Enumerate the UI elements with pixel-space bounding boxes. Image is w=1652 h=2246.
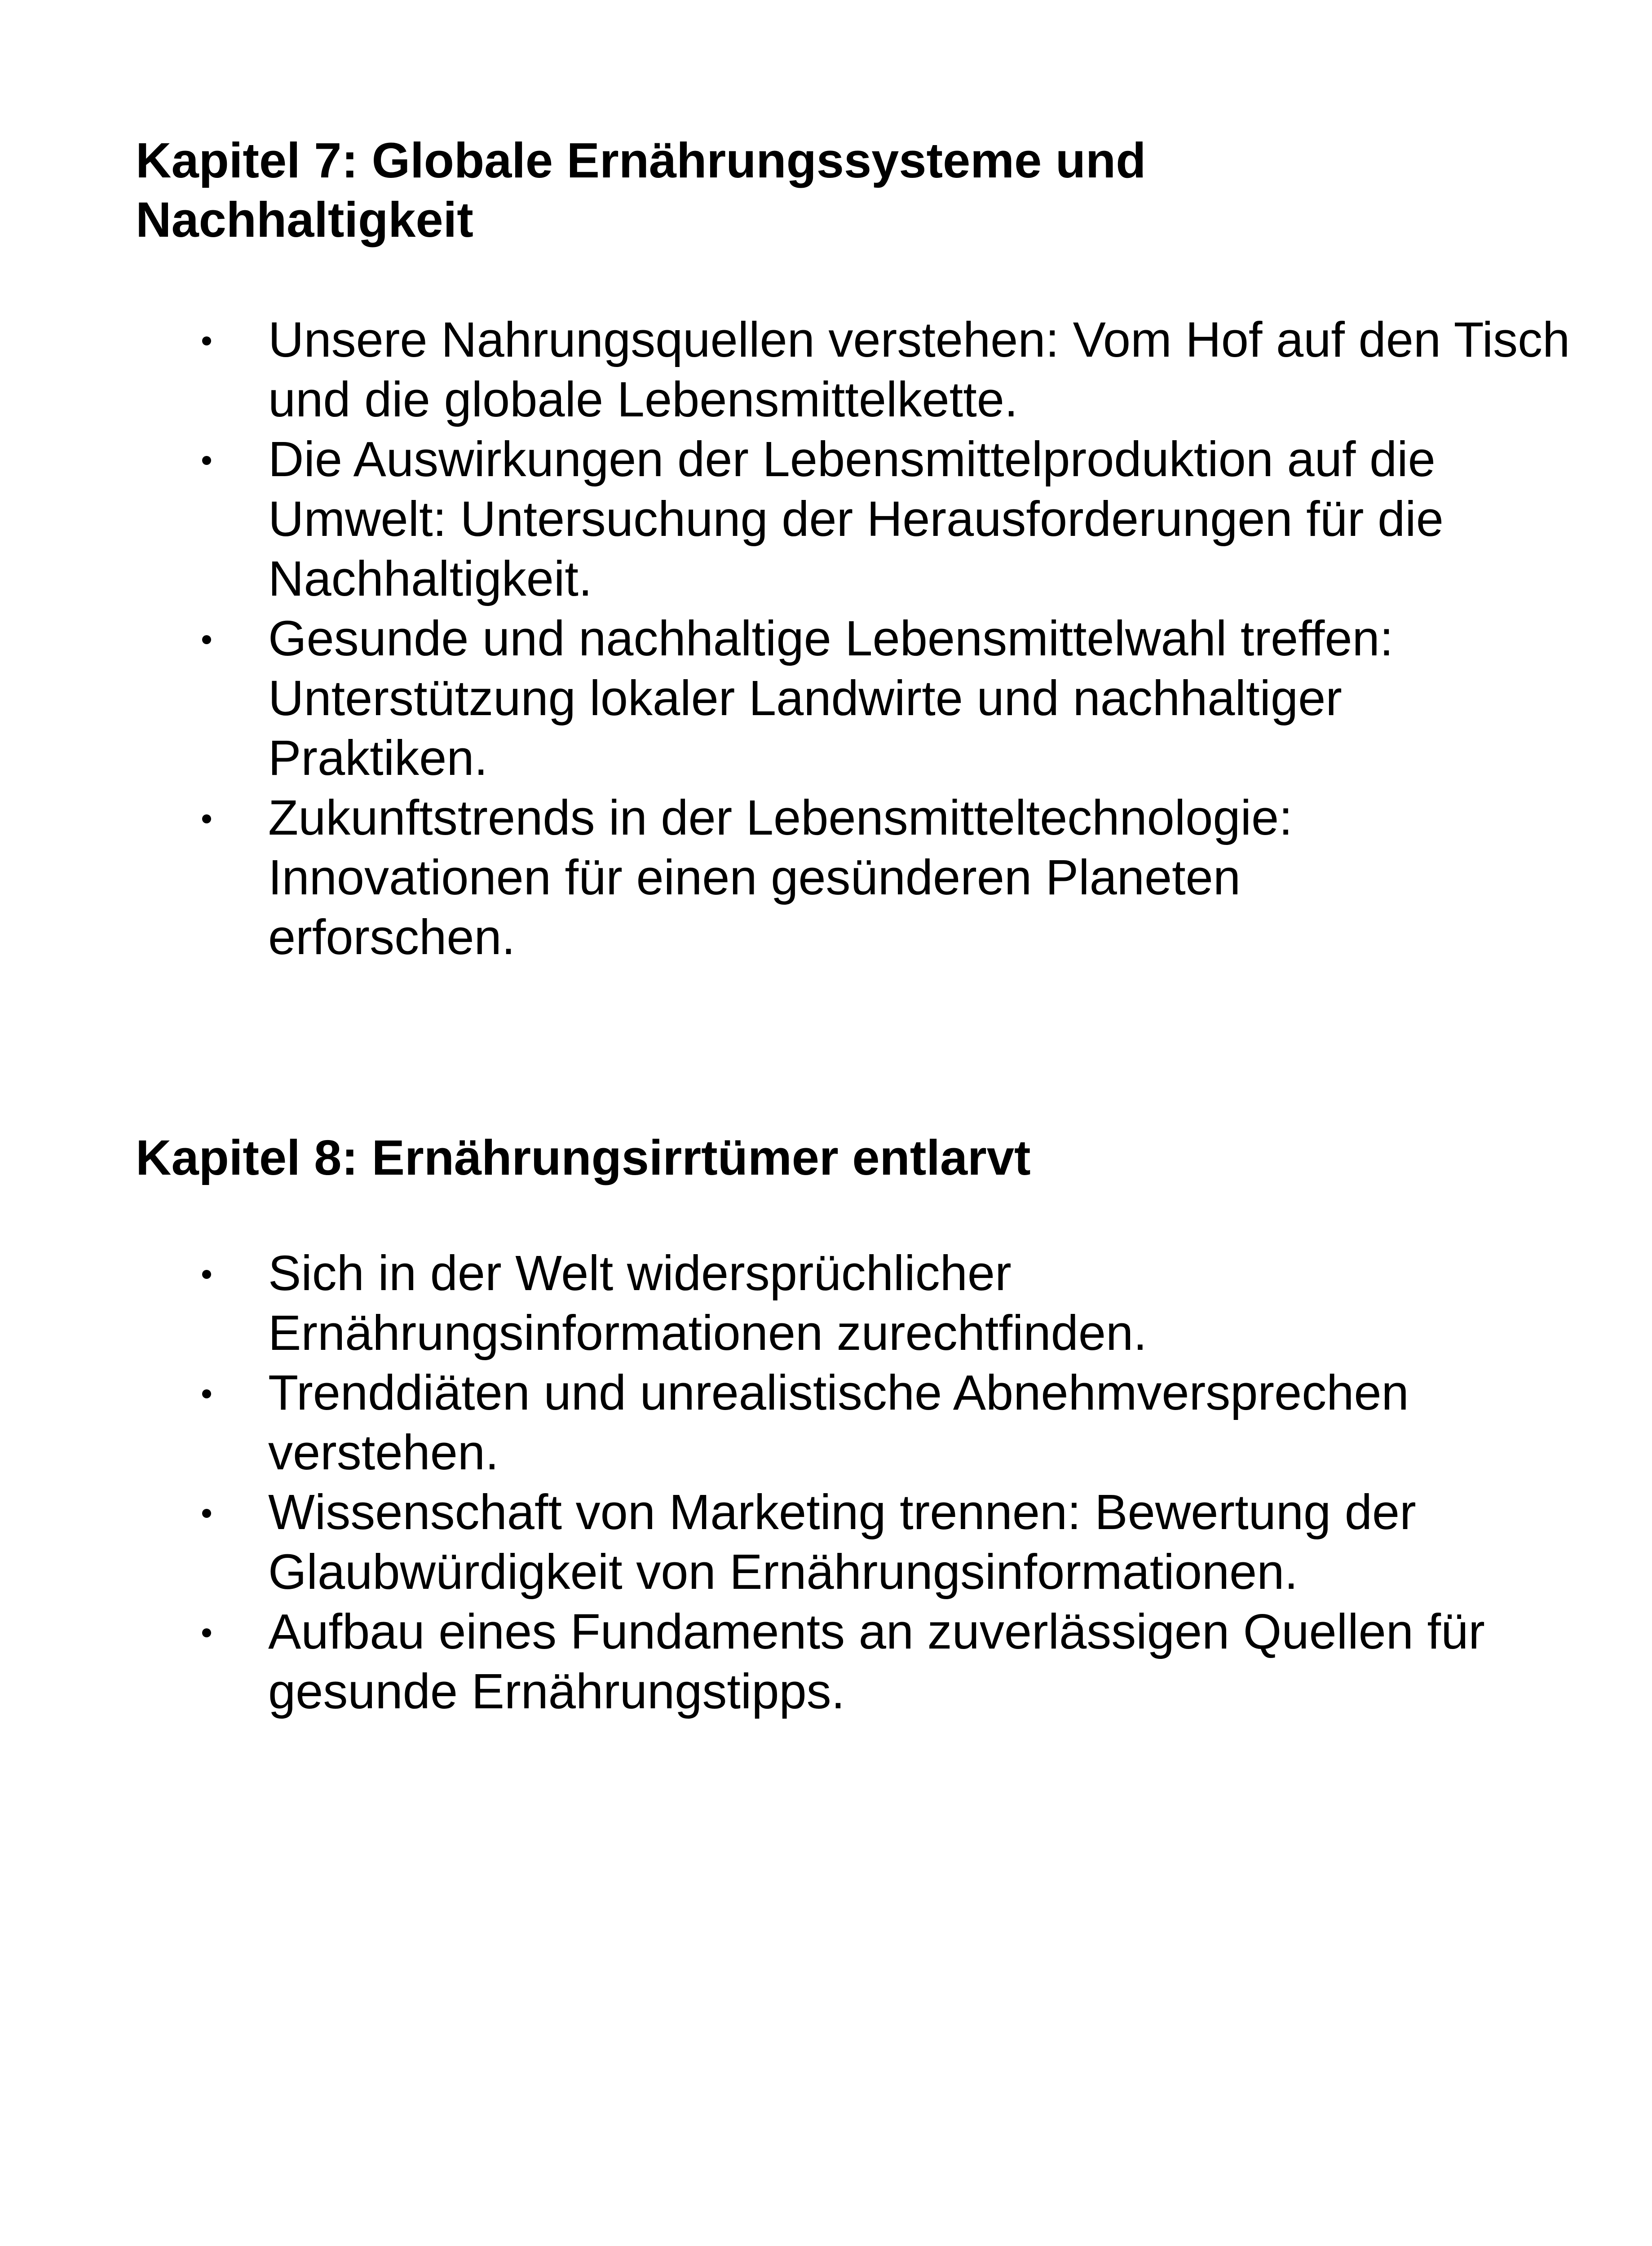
chapter-8-bullet-list	[136, 1243, 1528, 1721]
chapter-8-title: Kapitel 8: Ernährungsirrtümer entlarvt	[136, 1130, 1031, 1185]
list-item	[136, 788, 1481, 967]
bullet-icon	[202, 635, 211, 644]
list-item-text: Gesunde und nachhaltige Lebensmittelwahl treffen: Unterstützung lokaler Landwirte und nachhaltiger Praktiken.	[268, 611, 1394, 786]
list-item-text: Sich in der Welt widersprüchlicher Ernährungsinformationen zurechtfinden.	[268, 1246, 1147, 1361]
list-item-text: Wissenschaft von Marketing trennen: Bewertung der Glaubwürdigkeit von Ernährungsinformationen.	[268, 1485, 1416, 1600]
chapter-7-section	[136, 131, 1570, 967]
bullet-icon	[202, 1270, 211, 1279]
bullet-icon	[202, 336, 211, 345]
bullet-icon	[202, 1389, 211, 1398]
list-item-text: Die Auswirkungen der Lebensmittelproduktion auf die Umwelt: Untersuchung der Herausforderungen für die Nachhaltigkeit.	[268, 432, 1444, 606]
chapter-8-section	[136, 1128, 1528, 1721]
list-item	[136, 429, 1571, 609]
list-item	[136, 310, 1571, 429]
chapter-7-title: Kapitel 7: Globale Ernährungssysteme und Nachhaltigkeit	[136, 133, 1146, 248]
list-item	[136, 609, 1571, 788]
list-item-text: Trenddiäten und unrealistische Abnehmversprechen verstehen.	[268, 1365, 1409, 1480]
list-item-text: Zukunftstrends in der Lebensmitteltechnologie: Innovationen für einen gesünderen Planeten erforschen.	[268, 790, 1293, 965]
bullet-icon	[202, 814, 211, 823]
list-item	[136, 1363, 1526, 1482]
list-item	[136, 1602, 1571, 1721]
chapter-7-bullet-list	[136, 310, 1570, 967]
list-item	[136, 1243, 1346, 1363]
list-item-text: Aufbau eines Fundaments an zuverlässigen Quellen für gesunde Ernährungstipps.	[268, 1604, 1485, 1719]
bullet-icon	[202, 456, 211, 465]
list-item-text: Unsere Nahrungsquellen verstehen: Vom Hof auf den Tisch und die globale Lebensmittelkette.	[268, 312, 1570, 427]
bullet-icon	[202, 1509, 211, 1518]
bullet-icon	[202, 1628, 211, 1637]
list-item	[136, 1482, 1571, 1602]
